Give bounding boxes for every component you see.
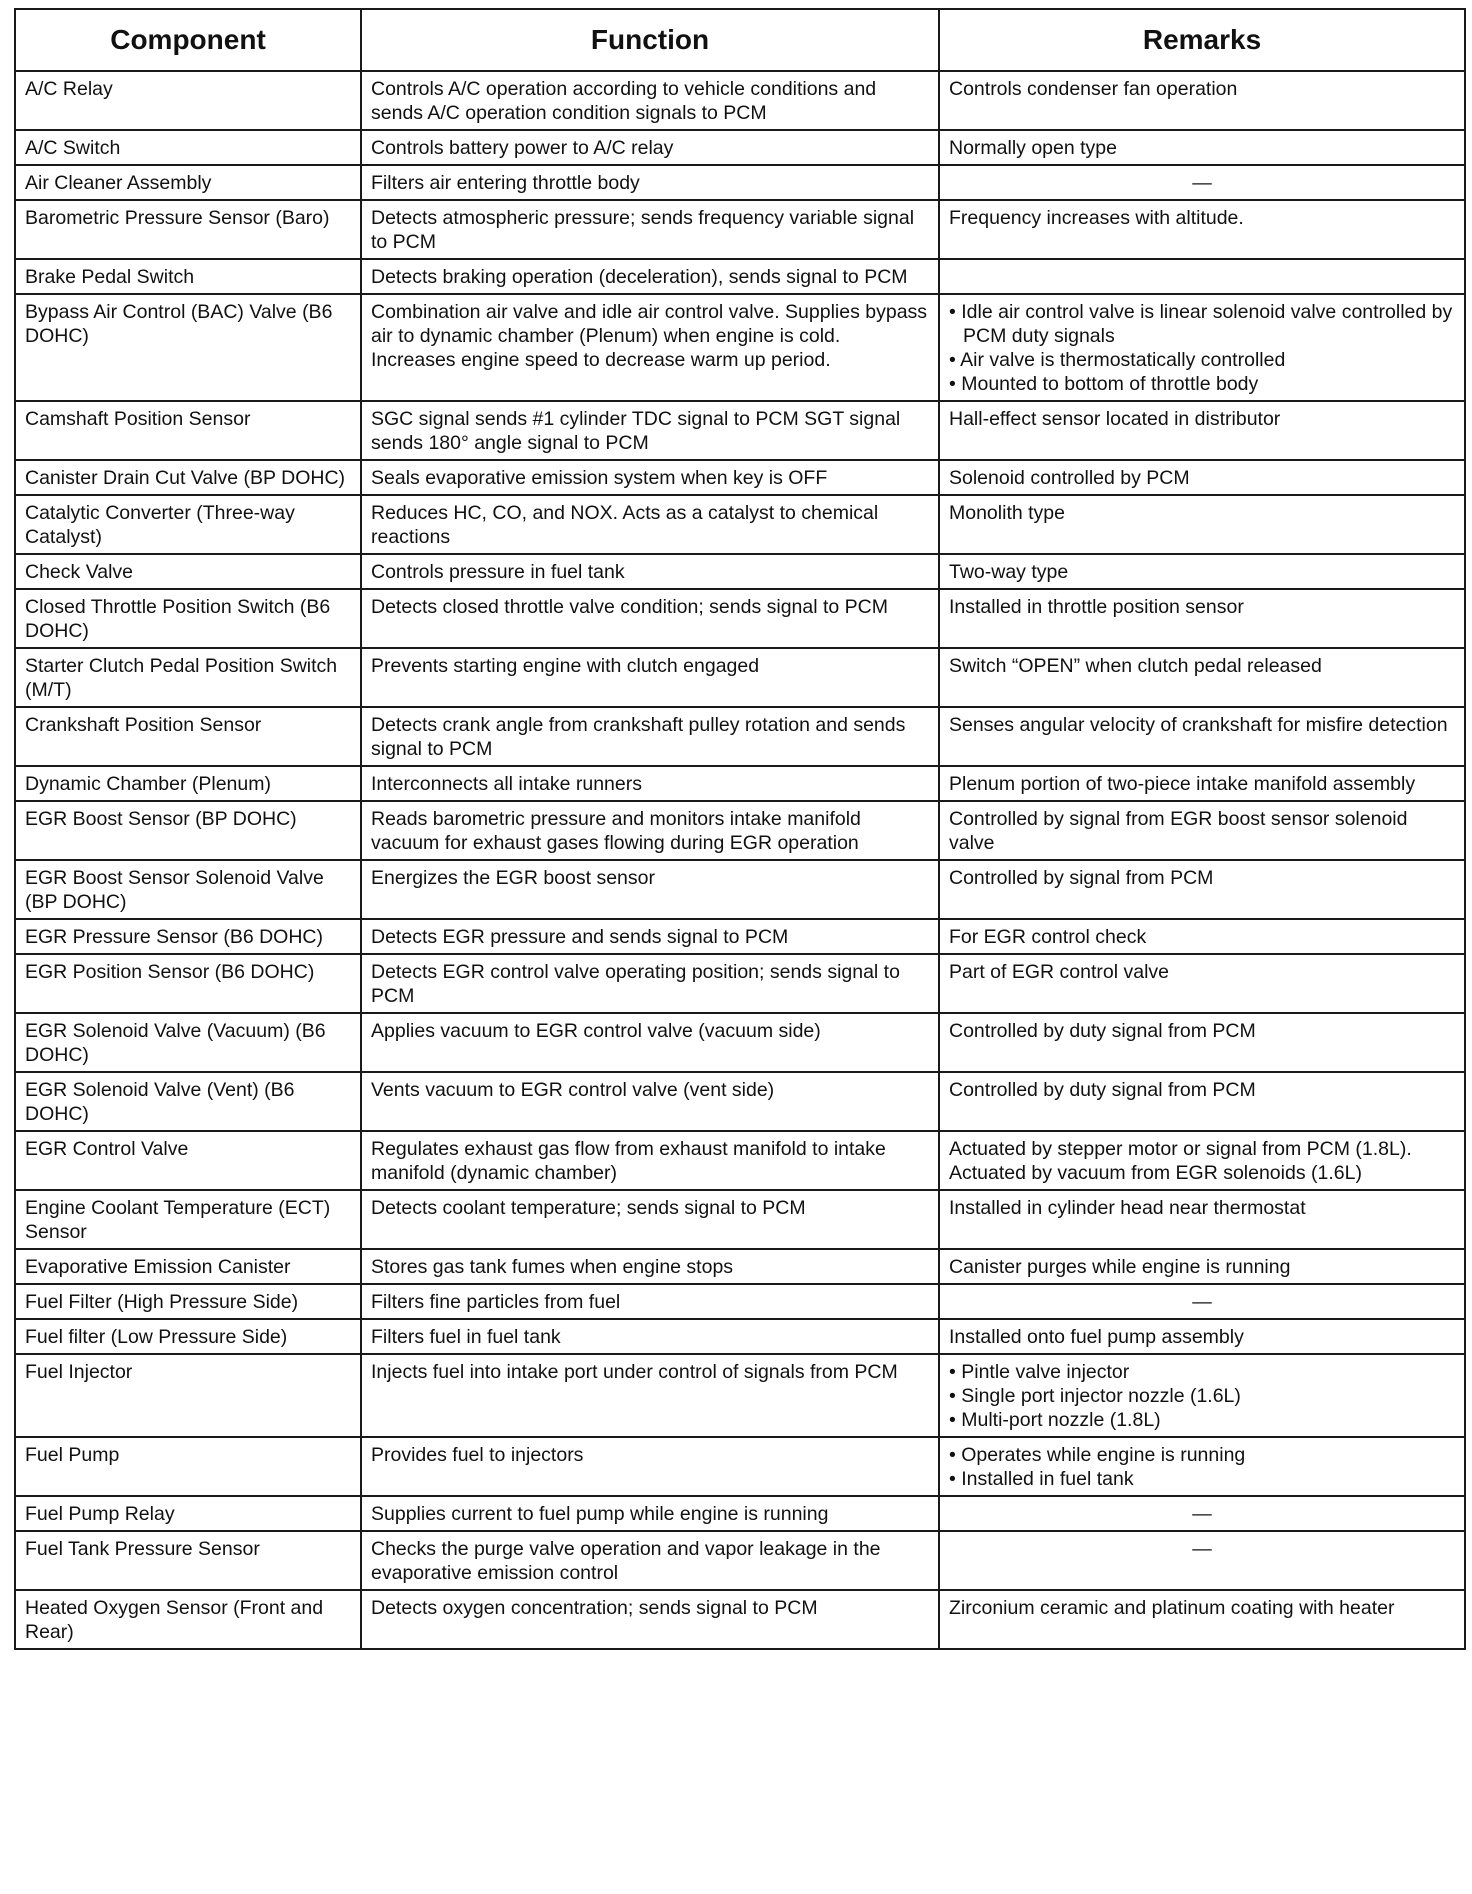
cell-remarks: Zirconium ceramic and platinum coating with heater <box>939 1590 1465 1649</box>
cell-remarks: Senses angular velocity of crankshaft for misfire detection <box>939 707 1465 766</box>
cell-component: EGR Pressure Sensor (B6 DOHC) <box>15 919 361 954</box>
cell-function: Controls A/C operation according to vehicle conditions and sends A/C operation condition signals to PCM <box>361 71 939 130</box>
cell-component: EGR Boost Sensor (BP DOHC) <box>15 801 361 860</box>
cell-component: Engine Coolant Temperature (ECT) Sensor <box>15 1190 361 1249</box>
table-row <box>15 648 1465 707</box>
cell-remarks: Plenum portion of two-piece intake manifold assembly <box>939 766 1465 801</box>
table-row <box>15 401 1465 460</box>
cell-remarks: Actuated by stepper motor or signal from PCM (1.8L). Actuated by vacuum from EGR solenoids (1.6L) <box>939 1131 1465 1190</box>
cell-remarks: Controlled by duty signal from PCM <box>939 1013 1465 1072</box>
cell-remarks: — <box>939 165 1465 200</box>
remark-bullet: • Pintle valve injector <box>949 1360 1455 1384</box>
cell-function: Reduces HC, CO, and NOX. Acts as a catalyst to chemical reactions <box>361 495 939 554</box>
cell-remarks <box>939 1437 1465 1496</box>
header-function: Function <box>361 9 939 71</box>
cell-function: Checks the purge valve operation and vapor leakage in the evaporative emission control <box>361 1531 939 1590</box>
table-row <box>15 495 1465 554</box>
cell-remarks: Controls condenser fan operation <box>939 71 1465 130</box>
cell-component: Heated Oxygen Sensor (Front and Rear) <box>15 1590 361 1649</box>
cell-function: Provides fuel to injectors <box>361 1437 939 1496</box>
cell-remarks: Controlled by signal from PCM <box>939 860 1465 919</box>
table-row <box>15 919 1465 954</box>
cell-function: Detects closed throttle valve condition; sends signal to PCM <box>361 589 939 648</box>
cell-remarks: Controlled by signal from EGR boost sensor solenoid valve <box>939 801 1465 860</box>
cell-component: Evaporative Emission Canister <box>15 1249 361 1284</box>
cell-remarks: Canister purges while engine is running <box>939 1249 1465 1284</box>
component-function-table <box>14 8 1466 1650</box>
table-row <box>15 707 1465 766</box>
cell-remarks: Two-way type <box>939 554 1465 589</box>
table-row <box>15 259 1465 294</box>
cell-remarks <box>939 259 1465 294</box>
cell-function: Stores gas tank fumes when engine stops <box>361 1249 939 1284</box>
table-header-row <box>15 9 1465 71</box>
remark-bullet: • Air valve is thermostatically controlled <box>949 348 1455 372</box>
cell-component: EGR Boost Sensor Solenoid Valve (BP DOHC) <box>15 860 361 919</box>
table-row <box>15 1013 1465 1072</box>
cell-component: Fuel filter (Low Pressure Side) <box>15 1319 361 1354</box>
cell-remarks: Solenoid controlled by PCM <box>939 460 1465 495</box>
cell-function: Regulates exhaust gas flow from exhaust manifold to intake manifold (dynamic chamber) <box>361 1131 939 1190</box>
cell-function: Filters air entering throttle body <box>361 165 939 200</box>
cell-component: A/C Relay <box>15 71 361 130</box>
cell-function: Detects braking operation (deceleration), sends signal to PCM <box>361 259 939 294</box>
cell-function: Vents vacuum to EGR control valve (vent side) <box>361 1072 939 1131</box>
component-table-sheet <box>14 8 1464 1650</box>
table-row <box>15 1072 1465 1131</box>
table-row <box>15 130 1465 165</box>
remark-bullet: • Multi-port nozzle (1.8L) <box>949 1408 1455 1432</box>
table-row <box>15 954 1465 1013</box>
cell-remarks: — <box>939 1531 1465 1590</box>
cell-function: Applies vacuum to EGR control valve (vacuum side) <box>361 1013 939 1072</box>
cell-component: EGR Solenoid Valve (Vent) (B6 DOHC) <box>15 1072 361 1131</box>
table-row <box>15 1131 1465 1190</box>
cell-remarks: Installed in cylinder head near thermostat <box>939 1190 1465 1249</box>
cell-component: EGR Solenoid Valve (Vacuum) (B6 DOHC) <box>15 1013 361 1072</box>
table-row <box>15 460 1465 495</box>
table-row <box>15 1437 1465 1496</box>
cell-remarks: For EGR control check <box>939 919 1465 954</box>
cell-component: EGR Position Sensor (B6 DOHC) <box>15 954 361 1013</box>
cell-remarks: Installed onto fuel pump assembly <box>939 1319 1465 1354</box>
remark-bullet: • Operates while engine is running <box>949 1443 1455 1467</box>
header-remarks: Remarks <box>939 9 1465 71</box>
cell-component: Air Cleaner Assembly <box>15 165 361 200</box>
cell-component: Fuel Filter (High Pressure Side) <box>15 1284 361 1319</box>
cell-remarks: Hall-effect sensor located in distributor <box>939 401 1465 460</box>
remark-bullet: • Idle air control valve is linear solenoid valve controlled by PCM duty signals <box>949 300 1455 348</box>
cell-function: Injects fuel into intake port under control of signals from PCM <box>361 1354 939 1437</box>
table-row <box>15 1249 1465 1284</box>
cell-remarks <box>939 1354 1465 1437</box>
cell-component: Fuel Injector <box>15 1354 361 1437</box>
cell-component: EGR Control Valve <box>15 1131 361 1190</box>
table-row <box>15 1496 1465 1531</box>
cell-component: Bypass Air Control (BAC) Valve (B6 DOHC) <box>15 294 361 401</box>
cell-component: Fuel Tank Pressure Sensor <box>15 1531 361 1590</box>
table-row <box>15 1590 1465 1649</box>
cell-remarks: — <box>939 1284 1465 1319</box>
remark-bullet: • Installed in fuel tank <box>949 1467 1455 1491</box>
cell-component: Fuel Pump Relay <box>15 1496 361 1531</box>
cell-remarks: Monolith type <box>939 495 1465 554</box>
cell-function: Controls pressure in fuel tank <box>361 554 939 589</box>
remark-bullet: • Single port injector nozzle (1.6L) <box>949 1384 1455 1408</box>
cell-remarks <box>939 294 1465 401</box>
cell-component: Brake Pedal Switch <box>15 259 361 294</box>
table-row <box>15 200 1465 259</box>
cell-function: Seals evaporative emission system when key is OFF <box>361 460 939 495</box>
table-row <box>15 165 1465 200</box>
cell-component: Canister Drain Cut Valve (BP DOHC) <box>15 460 361 495</box>
cell-function: Interconnects all intake runners <box>361 766 939 801</box>
table-row <box>15 1284 1465 1319</box>
cell-component: Dynamic Chamber (Plenum) <box>15 766 361 801</box>
cell-component: Starter Clutch Pedal Position Switch (M/T) <box>15 648 361 707</box>
table-row <box>15 766 1465 801</box>
cell-remarks: Normally open type <box>939 130 1465 165</box>
table-row <box>15 294 1465 401</box>
cell-function: Energizes the EGR boost sensor <box>361 860 939 919</box>
table-row <box>15 860 1465 919</box>
cell-remarks: Installed in throttle position sensor <box>939 589 1465 648</box>
cell-component: Camshaft Position Sensor <box>15 401 361 460</box>
cell-remarks: — <box>939 1496 1465 1531</box>
cell-function: Supplies current to fuel pump while engine is running <box>361 1496 939 1531</box>
cell-component: A/C Switch <box>15 130 361 165</box>
table-body <box>15 71 1465 1649</box>
cell-function: Detects coolant temperature; sends signal to PCM <box>361 1190 939 1249</box>
table-row <box>15 71 1465 130</box>
cell-function: Prevents starting engine with clutch engaged <box>361 648 939 707</box>
cell-component: Crankshaft Position Sensor <box>15 707 361 766</box>
table-row <box>15 554 1465 589</box>
cell-remarks: Controlled by duty signal from PCM <box>939 1072 1465 1131</box>
cell-function: Detects atmospheric pressure; sends frequency variable signal to PCM <box>361 200 939 259</box>
cell-function: Detects oxygen concentration; sends signal to PCM <box>361 1590 939 1649</box>
cell-remarks: Part of EGR control valve <box>939 954 1465 1013</box>
table-row <box>15 1354 1465 1437</box>
cell-function: Controls battery power to A/C relay <box>361 130 939 165</box>
cell-component: Catalytic Converter (Three-way Catalyst) <box>15 495 361 554</box>
table-row <box>15 1190 1465 1249</box>
cell-function: Detects EGR pressure and sends signal to PCM <box>361 919 939 954</box>
table-row <box>15 801 1465 860</box>
cell-function: SGC signal sends #1 cylinder TDC signal to PCM SGT signal sends 180° angle signal to PCM <box>361 401 939 460</box>
cell-remarks: Switch “OPEN” when clutch pedal released <box>939 648 1465 707</box>
cell-function: Filters fuel in fuel tank <box>361 1319 939 1354</box>
table-row <box>15 1531 1465 1590</box>
cell-function: Combination air valve and idle air control valve. Supplies bypass air to dynamic chamber (Plenum) when engine is cold. Increases engine speed to decrease warm up period. <box>361 294 939 401</box>
cell-component: Fuel Pump <box>15 1437 361 1496</box>
table-row <box>15 1319 1465 1354</box>
table-row <box>15 589 1465 648</box>
cell-function: Detects crank angle from crankshaft pulley rotation and sends signal to PCM <box>361 707 939 766</box>
header-component: Component <box>15 9 361 71</box>
cell-function: Filters fine particles from fuel <box>361 1284 939 1319</box>
remark-bullet: • Mounted to bottom of throttle body <box>949 372 1455 396</box>
cell-component: Barometric Pressure Sensor (Baro) <box>15 200 361 259</box>
cell-function: Reads barometric pressure and monitors intake manifold vacuum for exhaust gases flowing during EGR operation <box>361 801 939 860</box>
cell-component: Closed Throttle Position Switch (B6 DOHC) <box>15 589 361 648</box>
cell-function: Detects EGR control valve operating position; sends signal to PCM <box>361 954 939 1013</box>
cell-remarks: Frequency increases with altitude. <box>939 200 1465 259</box>
cell-component: Check Valve <box>15 554 361 589</box>
